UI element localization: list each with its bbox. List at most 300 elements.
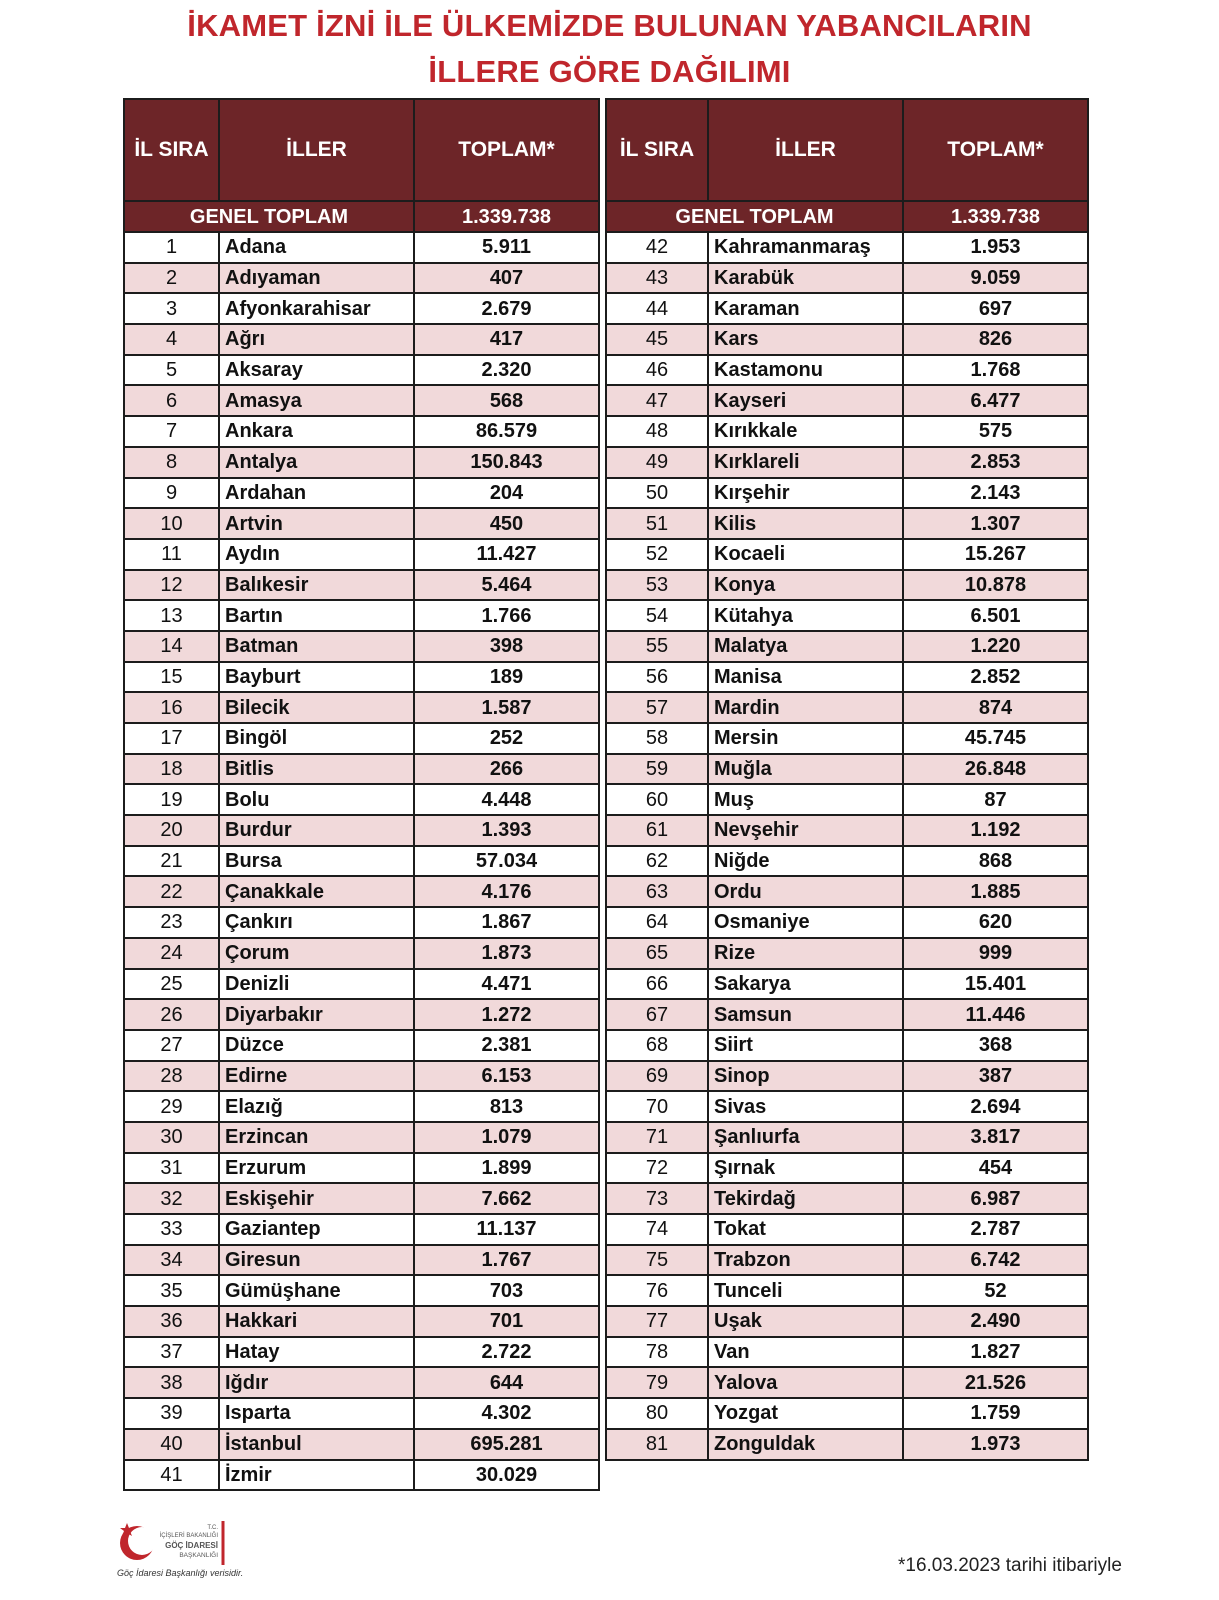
province-total: 1.587 — [414, 692, 599, 723]
logo-caption: Göç İdaresi Başkanlığı verisidir. — [117, 1568, 244, 1578]
province-name: Kars — [708, 324, 903, 355]
province-total: 11.137 — [414, 1214, 599, 1245]
province-name: Karaman — [708, 293, 903, 324]
province-name: Osmaniye — [708, 907, 903, 938]
table-row — [124, 1030, 599, 1061]
province-rank: 66 — [606, 969, 708, 1000]
province-rank: 3 — [124, 293, 219, 324]
province-rank: 54 — [606, 600, 708, 631]
province-total: 407 — [414, 263, 599, 294]
province-rank: 27 — [124, 1030, 219, 1061]
table-row — [606, 1245, 1088, 1276]
province-name: Düzce — [219, 1030, 414, 1061]
table-row — [606, 1153, 1088, 1184]
province-total: 826 — [903, 324, 1088, 355]
province-name: Çankırı — [219, 907, 414, 938]
province-total: 11.427 — [414, 539, 599, 570]
province-rank: 34 — [124, 1245, 219, 1276]
province-total: 15.267 — [903, 539, 1088, 570]
province-rank: 64 — [606, 907, 708, 938]
table-row — [606, 1183, 1088, 1214]
table-row — [606, 907, 1088, 938]
province-name: Şanlıurfa — [708, 1122, 903, 1153]
province-name: İstanbul — [219, 1429, 414, 1460]
province-total: 1.079 — [414, 1122, 599, 1153]
table-row — [124, 1245, 599, 1276]
province-name: Samsun — [708, 999, 903, 1030]
province-total: 1.192 — [903, 815, 1088, 846]
province-name: Sinop — [708, 1061, 903, 1092]
province-rank: 50 — [606, 478, 708, 509]
province-rank: 33 — [124, 1214, 219, 1245]
province-total: 266 — [414, 754, 599, 785]
table-row — [606, 969, 1088, 1000]
province-rank: 6 — [124, 385, 219, 416]
province-name: Aydın — [219, 539, 414, 570]
province-rank: 20 — [124, 815, 219, 846]
province-total: 6.153 — [414, 1061, 599, 1092]
province-name: Van — [708, 1337, 903, 1368]
province-total: 368 — [903, 1030, 1088, 1061]
svg-text:T.C.: T.C. — [207, 1525, 218, 1531]
grand-total-row — [124, 201, 599, 232]
table-row — [606, 293, 1088, 324]
province-total: 1.759 — [903, 1398, 1088, 1429]
table-row — [606, 385, 1088, 416]
table-row — [124, 692, 599, 723]
province-name: Erzincan — [219, 1122, 414, 1153]
province-total: 999 — [903, 938, 1088, 969]
province-total: 813 — [414, 1091, 599, 1122]
table-row — [606, 355, 1088, 386]
province-name: Rize — [708, 938, 903, 969]
province-total: 1.767 — [414, 1245, 599, 1276]
table-row — [606, 1429, 1088, 1460]
table-row — [124, 631, 599, 662]
province-rank: 25 — [124, 969, 219, 1000]
table-row — [124, 1091, 599, 1122]
province-name: Adana — [219, 232, 414, 263]
province-rank: 52 — [606, 539, 708, 570]
province-name: Artvin — [219, 508, 414, 539]
province-total: 695.281 — [414, 1429, 599, 1460]
province-rank: 81 — [606, 1429, 708, 1460]
province-rank: 1 — [124, 232, 219, 263]
table-row — [124, 232, 599, 263]
province-rank: 46 — [606, 355, 708, 386]
province-rank: 53 — [606, 570, 708, 601]
province-total: 204 — [414, 478, 599, 509]
table-row — [606, 1030, 1088, 1061]
table-row — [606, 1061, 1088, 1092]
province-rank: 12 — [124, 570, 219, 601]
province-total: 1.827 — [903, 1337, 1088, 1368]
province-total: 5.464 — [414, 570, 599, 601]
province-rank: 10 — [124, 508, 219, 539]
header-toplam: TOPLAM* — [903, 99, 1088, 201]
province-name: Bartın — [219, 600, 414, 631]
svg-text:BAŞKANLIĞI: BAŞKANLIĞI — [179, 1552, 218, 1559]
table-row — [124, 508, 599, 539]
province-name: Giresun — [219, 1245, 414, 1276]
province-rank: 28 — [124, 1061, 219, 1092]
province-total: 5.911 — [414, 232, 599, 263]
province-name: Burdur — [219, 815, 414, 846]
province-rank: 62 — [606, 846, 708, 877]
province-total: 1.867 — [414, 907, 599, 938]
province-rank: 42 — [606, 232, 708, 263]
table-row — [124, 355, 599, 386]
table-row — [606, 938, 1088, 969]
table-row — [606, 570, 1088, 601]
province-rank: 31 — [124, 1153, 219, 1184]
province-total: 21.526 — [903, 1367, 1088, 1398]
table-row — [124, 1367, 599, 1398]
province-total: 2.853 — [903, 447, 1088, 478]
table-row — [124, 324, 599, 355]
province-name: Adıyaman — [219, 263, 414, 294]
province-name: Yozgat — [708, 1398, 903, 1429]
province-rank: 15 — [124, 662, 219, 693]
province-name: Aksaray — [219, 355, 414, 386]
table-row — [606, 999, 1088, 1030]
header-iller: İLLER — [219, 99, 414, 201]
province-name: Kırıkkale — [708, 416, 903, 447]
table-row — [606, 1275, 1088, 1306]
table-row — [124, 754, 599, 785]
province-name: Zonguldak — [708, 1429, 903, 1460]
province-name: Gümüşhane — [219, 1275, 414, 1306]
province-total: 1.873 — [414, 938, 599, 969]
table-row — [124, 723, 599, 754]
province-name: Amasya — [219, 385, 414, 416]
table-row — [124, 815, 599, 846]
province-total: 1.393 — [414, 815, 599, 846]
table-row — [606, 1306, 1088, 1337]
province-total: 703 — [414, 1275, 599, 1306]
table-row — [124, 416, 599, 447]
province-name: Eskişehir — [219, 1183, 414, 1214]
province-name: Bitlis — [219, 754, 414, 785]
province-name: Niğde — [708, 846, 903, 877]
svg-text:GÖÇ İDARESİ: GÖÇ İDARESİ — [165, 1541, 218, 1550]
province-name: Mersin — [708, 723, 903, 754]
grand-total-value: 1.339.738 — [414, 201, 599, 232]
province-name: Yalova — [708, 1367, 903, 1398]
table-row — [124, 1398, 599, 1429]
province-rank: 77 — [606, 1306, 708, 1337]
province-rank: 45 — [606, 324, 708, 355]
province-rank: 30 — [124, 1122, 219, 1153]
province-total: 87 — [903, 784, 1088, 815]
province-name: Diyarbakır — [219, 999, 414, 1030]
province-rank: 44 — [606, 293, 708, 324]
province-name: Ankara — [219, 416, 414, 447]
table-row — [124, 876, 599, 907]
province-total: 6.742 — [903, 1245, 1088, 1276]
province-rank: 23 — [124, 907, 219, 938]
table-row — [124, 969, 599, 1000]
province-total: 1.307 — [903, 508, 1088, 539]
province-name: Balıkesir — [219, 570, 414, 601]
header-il-sira: İL SIRA — [606, 99, 708, 201]
table-row — [124, 478, 599, 509]
table-row — [124, 907, 599, 938]
province-name: Malatya — [708, 631, 903, 662]
province-rank: 68 — [606, 1030, 708, 1061]
table-row — [606, 324, 1088, 355]
table-row — [124, 385, 599, 416]
province-rank: 14 — [124, 631, 219, 662]
province-rank: 60 — [606, 784, 708, 815]
province-total: 11.446 — [903, 999, 1088, 1030]
province-total: 868 — [903, 846, 1088, 877]
province-rank: 32 — [124, 1183, 219, 1214]
province-rank: 35 — [124, 1275, 219, 1306]
province-total: 1.885 — [903, 876, 1088, 907]
province-name: Kastamonu — [708, 355, 903, 386]
province-rank: 72 — [606, 1153, 708, 1184]
province-rank: 78 — [606, 1337, 708, 1368]
province-total: 189 — [414, 662, 599, 693]
page-title-line-1: İKAMET İZNİ İLE ÜLKEMİZDE BULUNAN YABANCILARIN — [187, 8, 1032, 43]
header-iller: İLLER — [708, 99, 903, 201]
province-total: 454 — [903, 1153, 1088, 1184]
grand-total-value: 1.339.738 — [903, 201, 1088, 232]
province-name: İzmir — [219, 1460, 414, 1491]
footnote-date: *16.03.2023 tarihi itibariyle — [898, 1555, 1122, 1576]
table-row — [606, 416, 1088, 447]
province-rank: 41 — [124, 1460, 219, 1491]
table-row — [124, 846, 599, 877]
province-rank: 47 — [606, 385, 708, 416]
table-row — [606, 1367, 1088, 1398]
province-rank: 36 — [124, 1306, 219, 1337]
header-toplam: TOPLAM* — [414, 99, 599, 201]
province-total: 4.176 — [414, 876, 599, 907]
province-name: Erzurum — [219, 1153, 414, 1184]
province-name: Sivas — [708, 1091, 903, 1122]
province-total: 150.843 — [414, 447, 599, 478]
table-header-row — [606, 99, 1088, 201]
svg-text:İÇİŞLERİ BAKANLIĞI: İÇİŞLERİ BAKANLIĞI — [159, 1533, 218, 1539]
province-rank: 74 — [606, 1214, 708, 1245]
province-total: 26.848 — [903, 754, 1088, 785]
province-rank: 58 — [606, 723, 708, 754]
province-total: 701 — [414, 1306, 599, 1337]
table-row — [606, 263, 1088, 294]
table-row — [124, 447, 599, 478]
province-total: 57.034 — [414, 846, 599, 877]
province-rank: 26 — [124, 999, 219, 1030]
province-name: Bingöl — [219, 723, 414, 754]
province-total: 568 — [414, 385, 599, 416]
province-total: 4.471 — [414, 969, 599, 1000]
province-rank: 55 — [606, 631, 708, 662]
grand-total-row — [606, 201, 1088, 232]
province-name: Kayseri — [708, 385, 903, 416]
province-total: 387 — [903, 1061, 1088, 1092]
province-name: Bilecik — [219, 692, 414, 723]
province-total: 1.220 — [903, 631, 1088, 662]
province-name: Şırnak — [708, 1153, 903, 1184]
province-name: Tunceli — [708, 1275, 903, 1306]
province-name: Kırklareli — [708, 447, 903, 478]
table-row — [606, 692, 1088, 723]
province-name: Gaziantep — [219, 1214, 414, 1245]
province-total: 1.766 — [414, 600, 599, 631]
province-rank: 51 — [606, 508, 708, 539]
province-total: 620 — [903, 907, 1088, 938]
province-total: 6.987 — [903, 1183, 1088, 1214]
province-rank: 40 — [124, 1429, 219, 1460]
table-row — [606, 1398, 1088, 1429]
province-rank: 18 — [124, 754, 219, 785]
province-rank: 71 — [606, 1122, 708, 1153]
table-row — [124, 1306, 599, 1337]
table-row — [606, 600, 1088, 631]
province-total: 2.143 — [903, 478, 1088, 509]
province-rank: 39 — [124, 1398, 219, 1429]
province-rank: 43 — [606, 263, 708, 294]
province-name: Ağrı — [219, 324, 414, 355]
province-total: 45.745 — [903, 723, 1088, 754]
province-total: 30.029 — [414, 1460, 599, 1491]
province-total: 2.679 — [414, 293, 599, 324]
province-total: 450 — [414, 508, 599, 539]
province-rank: 2 — [124, 263, 219, 294]
province-name: Nevşehir — [708, 815, 903, 846]
province-name: Tekirdağ — [708, 1183, 903, 1214]
table-row — [124, 1460, 599, 1491]
province-rank: 38 — [124, 1367, 219, 1398]
province-rank: 4 — [124, 324, 219, 355]
province-name: Sakarya — [708, 969, 903, 1000]
province-name: Kilis — [708, 508, 903, 539]
province-name: Afyonkarahisar — [219, 293, 414, 324]
province-total: 2.787 — [903, 1214, 1088, 1245]
province-rank: 63 — [606, 876, 708, 907]
province-rank: 13 — [124, 600, 219, 631]
province-total: 1.953 — [903, 232, 1088, 263]
province-rank: 79 — [606, 1367, 708, 1398]
province-rank: 8 — [124, 447, 219, 478]
province-rank: 22 — [124, 876, 219, 907]
table-row — [606, 539, 1088, 570]
province-rank: 21 — [124, 846, 219, 877]
table-row — [124, 263, 599, 294]
table-row — [606, 1337, 1088, 1368]
province-name: Kütahya — [708, 600, 903, 631]
page-title-line-2: İLLERE GÖRE DAĞILIMI — [428, 54, 791, 89]
province-rank: 67 — [606, 999, 708, 1030]
province-name: Elazığ — [219, 1091, 414, 1122]
table-row — [124, 1214, 599, 1245]
province-name: Bursa — [219, 846, 414, 877]
table-row — [606, 232, 1088, 263]
province-name: Uşak — [708, 1306, 903, 1337]
province-rank: 76 — [606, 1275, 708, 1306]
province-name: Ordu — [708, 876, 903, 907]
province-rank: 69 — [606, 1061, 708, 1092]
province-rank: 7 — [124, 416, 219, 447]
table-row — [606, 815, 1088, 846]
province-rank: 75 — [606, 1245, 708, 1276]
table-header-row — [124, 99, 599, 201]
province-total: 874 — [903, 692, 1088, 723]
table-row — [606, 754, 1088, 785]
province-total: 86.579 — [414, 416, 599, 447]
table-row — [606, 723, 1088, 754]
province-rank: 37 — [124, 1337, 219, 1368]
table-row — [606, 1091, 1088, 1122]
province-rank: 57 — [606, 692, 708, 723]
province-total: 6.477 — [903, 385, 1088, 416]
grand-total-label: GENEL TOPLAM — [606, 201, 903, 232]
table-row — [606, 508, 1088, 539]
province-name: Bolu — [219, 784, 414, 815]
province-name: Iğdır — [219, 1367, 414, 1398]
provinces-table-right — [605, 98, 1089, 1461]
province-rank: 19 — [124, 784, 219, 815]
province-total: 1.272 — [414, 999, 599, 1030]
table-row — [606, 846, 1088, 877]
province-total: 2.490 — [903, 1306, 1088, 1337]
table-row — [124, 1122, 599, 1153]
province-total: 15.401 — [903, 969, 1088, 1000]
province-rank: 17 — [124, 723, 219, 754]
table-row — [124, 784, 599, 815]
province-total: 2.381 — [414, 1030, 599, 1061]
province-name: Çorum — [219, 938, 414, 969]
province-total: 398 — [414, 631, 599, 662]
province-name: Antalya — [219, 447, 414, 478]
province-rank: 29 — [124, 1091, 219, 1122]
province-name: Kahramanmaraş — [708, 232, 903, 263]
table-row — [124, 662, 599, 693]
province-total: 2.694 — [903, 1091, 1088, 1122]
province-total: 6.501 — [903, 600, 1088, 631]
table-row — [606, 1122, 1088, 1153]
table-row — [124, 999, 599, 1030]
province-name: Tokat — [708, 1214, 903, 1245]
table-row — [124, 539, 599, 570]
grand-total-label: GENEL TOPLAM — [124, 201, 414, 232]
province-total: 644 — [414, 1367, 599, 1398]
province-rank: 16 — [124, 692, 219, 723]
province-rank: 73 — [606, 1183, 708, 1214]
province-name: Konya — [708, 570, 903, 601]
province-name: Isparta — [219, 1398, 414, 1429]
province-total: 2.852 — [903, 662, 1088, 693]
province-name: Denizli — [219, 969, 414, 1000]
province-name: Karabük — [708, 263, 903, 294]
table-row — [124, 1337, 599, 1368]
table-row — [124, 600, 599, 631]
province-name: Trabzon — [708, 1245, 903, 1276]
table-row — [124, 570, 599, 601]
table-row — [606, 447, 1088, 478]
province-rank: 80 — [606, 1398, 708, 1429]
province-total: 575 — [903, 416, 1088, 447]
province-total: 9.059 — [903, 263, 1088, 294]
table-row — [124, 938, 599, 969]
province-total: 4.448 — [414, 784, 599, 815]
table-row — [606, 662, 1088, 693]
province-total: 4.302 — [414, 1398, 599, 1429]
header-il-sira: İL SIRA — [124, 99, 219, 201]
province-total: 3.817 — [903, 1122, 1088, 1153]
